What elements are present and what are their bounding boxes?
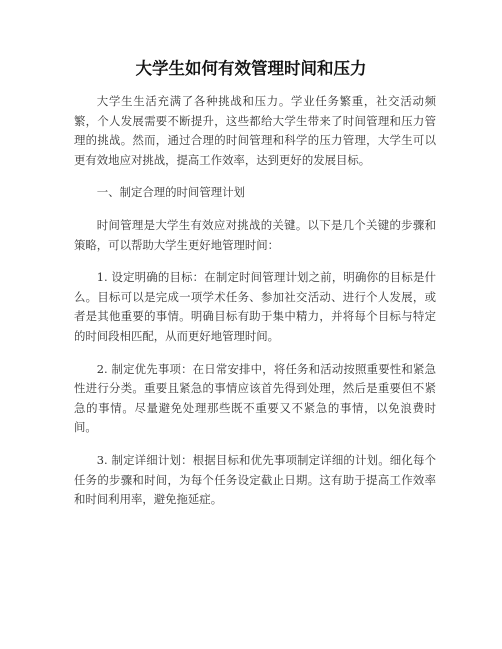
list-item-goals: 1. 设定明确的目标：在制定时间管理计划之前，明确你的目标是什么。目标可以是完成一项学术任务、参加社交活动、进行个人发展，或者是其他重要的事情。明确目标有助于集中精力，并将每个目标与特定的时间段相匹配，从而更好地管理时间。	[74, 270, 436, 343]
section-heading: 一、制定合理的时间管理计划	[96, 185, 245, 200]
section-intro-paragraph: 时间管理是大学生有效应对挑战的关键。以下是几个关键的步骤和策略，可以帮助大学生更好地管理时间：	[74, 217, 436, 252]
document-body	[74, 92, 436, 523]
list-item-detailed-plan: 3. 制定详细计划：根据目标和优先事项制定详细的计划。细化每个任务的步骤和时间，为每个任务设定截止日期。这有助于提高工作效率和时间利用率，避免拖延症。	[74, 452, 436, 507]
list-item-priorities: 2. 制定优先事项：在日常安排中，将任务和活动按照重要性和紧急性进行分类。重要且紧急的事情应该首先得到处理，然后是重要但不紧急的事情。尽量避免处理那些既不重要又不紧急的事情，以免浪费时间。	[74, 361, 436, 435]
document-title: 大学生如何有效管理时间和压力	[135, 59, 367, 78]
intro-paragraph: 大学生生活充满了各种挑战和压力。学业任务繁重，社交活动频繁，个人发展需要不断提升，这些都给大学生带来了时间管理和压力管理的挑战。然而，通过合理的时间管理和科学的压力管理，大学生可以更有效地应对挑战，提高工作效率，达到更好的发展目标。	[74, 94, 436, 167]
